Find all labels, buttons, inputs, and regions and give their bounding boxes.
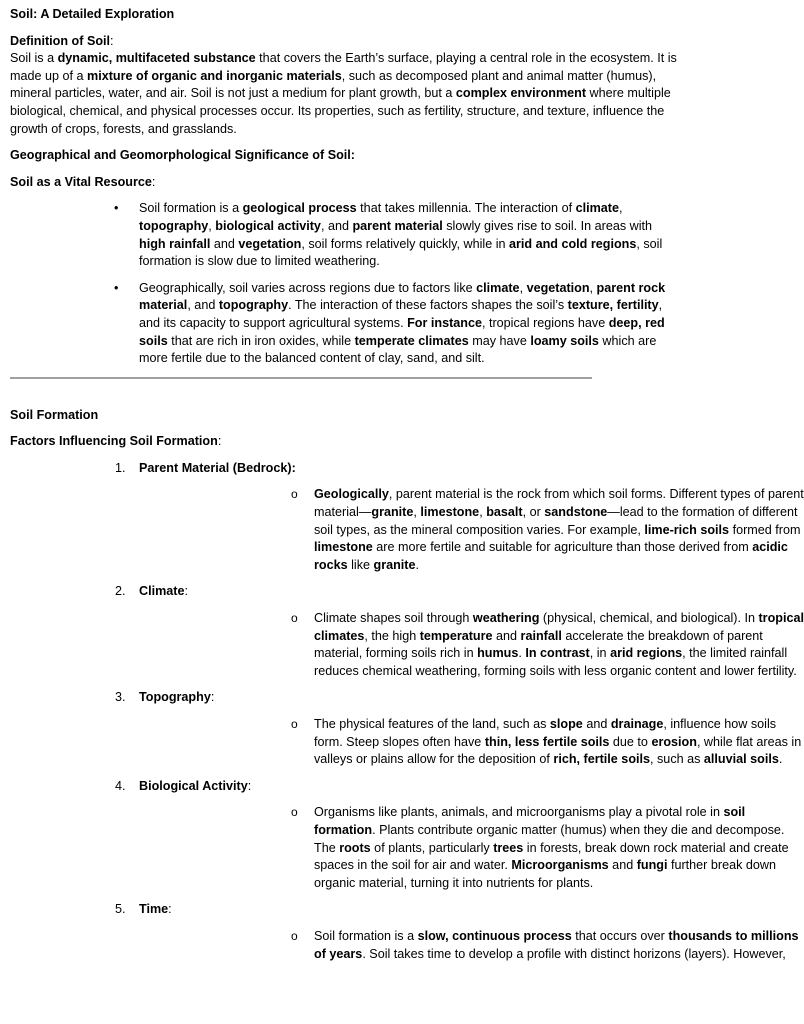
vital-resource-list: [10, 200, 768, 367]
factor-description: [139, 716, 804, 769]
bold-text: complex environment: [455, 86, 587, 101]
bold-text: arid and cold regions: [509, 236, 637, 251]
text-run: Soil is a: [10, 51, 58, 66]
text-run: , while flat areas in valleys or plains allow for the deposition of: [314, 734, 802, 767]
bold-text: acidic rocks: [314, 540, 788, 572]
text-run: , parent material is the rock from which soil forms. Different types of parent material—: [314, 487, 804, 520]
bold-text: temperate climates: [354, 333, 469, 348]
bold-text: humus: [477, 646, 519, 661]
sub-bullet-marker: o: [291, 717, 298, 731]
bold-text: mixture of organic and inorganic materials: [87, 68, 342, 83]
text-run: which are more fertile due to the balanced content of clay, sand, and silt.: [139, 333, 657, 366]
bold-text: trees: [493, 840, 524, 855]
bold-text: rainfall: [520, 628, 562, 643]
geo-heading-text: Geographical and Geomorphological Significance of Soil:: [10, 148, 355, 163]
bullet-item: [10, 200, 669, 270]
text-run: Geographically, soil varies across regions due to factors like: [139, 280, 477, 295]
text-run: , the high: [364, 628, 420, 643]
text-run: , such as: [650, 752, 704, 767]
bold-text: slow, continuous process: [417, 928, 572, 943]
factor-number: 5.: [115, 902, 126, 917]
factor-description: [139, 928, 804, 963]
text-run: (physical, chemical, and biological). In: [539, 611, 759, 626]
factor-item: [10, 901, 799, 963]
text-run: that covers the Earth’s surface, playing a central role in the ecosystem. It is made up of a: [10, 51, 677, 83]
sub-bullet-marker: o: [291, 928, 298, 943]
factor-item: [10, 460, 804, 575]
text-run: due to: [609, 734, 652, 749]
bold-text: vegetation: [526, 280, 590, 295]
text-run: formed from: [729, 522, 801, 537]
text-run: may have: [468, 333, 531, 348]
sub-bullet-marker: o: [291, 805, 298, 820]
factors-heading-text: Factors Influencing Soil Formation: [10, 434, 218, 449]
bold-text: alluvial soils: [703, 752, 779, 767]
factor-number: 3.: [115, 690, 126, 705]
bold-text: climate: [476, 280, 520, 295]
text-run: Soil formation is a: [314, 928, 418, 943]
text-run: , or: [522, 505, 545, 520]
text-run: . The interaction of these factors shapes the soil’s: [288, 298, 568, 313]
text-run: —lead to the formation of different soil types, as the mineral composition varies. For example,: [314, 505, 798, 537]
bold-text: topography: [139, 218, 209, 233]
bold-text: Topography: [139, 690, 211, 705]
text-run: where multiple biological, chemical, and physical processes occur. Its properties, such as fertility, structure, and texture, influence the growth of crops, forests, and grasslands.: [10, 86, 671, 136]
bold-text: biological activity: [215, 218, 321, 233]
text-run: of plants, particularly: [370, 840, 494, 855]
text-run: The physical features of the land, such as: [314, 717, 550, 731]
bold-text: Geologically: [314, 487, 389, 502]
text-run: in forests, break down rock material and create spaces in the soil for air and water.: [314, 840, 789, 873]
bullet-marker: •: [114, 201, 119, 216]
text-run: , and its capacity to support agricultural systems.: [139, 298, 663, 330]
text-run: , and: [187, 298, 219, 313]
text-run: , soil formation is slow due to limited weathering.: [139, 236, 663, 269]
bold-text: deep, red soils: [139, 315, 665, 348]
bold-text: parent rock material: [139, 280, 666, 313]
text-run: , soil forms relatively quickly, while in: [301, 236, 509, 251]
bold-text: granite: [373, 557, 416, 572]
bullet-marker: •: [114, 280, 119, 295]
factor-item: [10, 689, 802, 768]
bold-text: Biological Activity: [139, 778, 248, 793]
text-run: ,: [479, 505, 487, 520]
text-run: and: [608, 858, 637, 873]
bold-text: erosion: [651, 734, 697, 749]
bold-text: Parent Material (Bedrock):: [139, 460, 296, 475]
text-run: :: [168, 902, 172, 917]
text-run: and: [582, 717, 611, 731]
bold-text: Time: [139, 902, 169, 917]
text-run: :: [247, 778, 252, 793]
bold-text: rich, fertile soils: [553, 752, 651, 767]
bold-text: In contrast: [525, 646, 590, 661]
bold-text: sandstone: [544, 505, 608, 520]
text-run: ,: [589, 280, 597, 295]
bold-text: high rainfall: [139, 236, 211, 251]
text-run: , tropical regions have: [481, 315, 609, 330]
bullet-item: [10, 280, 669, 368]
bold-text: climate: [575, 201, 619, 216]
bold-text: basalt: [486, 505, 523, 520]
bold-text: vegetation: [238, 236, 302, 251]
factor-number: 1.: [115, 460, 126, 475]
bold-text: topography: [218, 298, 289, 313]
text-run: Climate shapes soil through: [314, 611, 473, 626]
factors-list: [10, 460, 804, 963]
horizontal-divider: [10, 377, 592, 379]
definition-heading: Definition of Soil:: [10, 33, 114, 48]
text-run: ,: [413, 505, 421, 520]
text-run: , influence how soils form. Steep slopes often have: [314, 717, 777, 749]
text-run: :: [184, 584, 188, 599]
factor-title: [139, 689, 768, 707]
factors-heading: Factors Influencing Soil Formation:: [10, 434, 222, 449]
bold-text: Microorganisms: [511, 858, 609, 873]
bold-text: weathering: [472, 611, 540, 626]
text-run: , and: [320, 218, 353, 233]
text-run: that are rich in iron oxides, while: [167, 333, 355, 348]
factor-description: [139, 486, 804, 574]
text-run: :: [210, 690, 215, 705]
definition-paragraph: [10, 50, 678, 138]
bold-text: thin, less fertile soils: [484, 734, 610, 749]
factor-item: [10, 583, 804, 680]
text-run: and: [492, 628, 521, 643]
vital-resource-heading: Soil as a Vital Resource:: [10, 174, 156, 189]
bold-text: slope: [549, 717, 583, 731]
text-run: that takes millennia. The interaction of: [356, 201, 576, 216]
bold-text: loamy soils: [530, 333, 599, 348]
bold-text: arid regions: [610, 646, 683, 661]
text-run: further break down organic material, turning it into nutrients for plants.: [314, 858, 776, 890]
bold-text: dynamic, multifaceted substance: [57, 51, 256, 66]
bold-text: Climate: [139, 584, 185, 599]
bold-text: granite: [371, 505, 414, 520]
document-title: Soil: A Detailed Exploration: [10, 7, 175, 21]
text-run: Organisms like plants, animals, and microorganisms play a pivotal role in: [314, 805, 724, 820]
geo-heading: [10, 147, 768, 165]
bold-text: fungi: [636, 858, 668, 873]
bold-text: limestone: [420, 505, 480, 520]
text-run: accelerate the breakdown of parent material, forming soils rich in: [314, 628, 763, 661]
factor-title: [139, 778, 768, 796]
factor-description: [139, 610, 804, 680]
bold-text: For instance: [407, 315, 482, 330]
bold-text: texture, fertility: [567, 298, 659, 313]
text-run: , such as decomposed plant and animal matter (humus), mineral particles, water, and air. Soil is not just a medium for plant growth, but a: [10, 68, 657, 101]
formation-heading: [10, 407, 768, 425]
bold-text: lime-rich soils: [644, 522, 730, 537]
factor-title: [139, 901, 768, 919]
factor-number: 4.: [115, 778, 126, 793]
text-run: that occurs over: [571, 928, 669, 943]
text-run: , the limited rainfall reduces chemical weathering, forming soils with less organic content and lower fertility.: [314, 646, 797, 678]
factor-title: [139, 583, 768, 601]
text-run: . Soil takes time to develop a profile with distinct horizons (layers). However,: [362, 946, 786, 961]
sub-bullet-marker: o: [291, 487, 298, 502]
text-run: and: [210, 236, 239, 251]
bold-text: temperature: [419, 628, 493, 643]
text-run: .: [778, 752, 783, 767]
bold-text: drainage: [610, 717, 664, 731]
factor-item: [10, 778, 789, 893]
text-run: are more fertile and suitable for agriculture than those derived from: [372, 540, 753, 555]
factor-description: [139, 804, 804, 892]
formation-heading-text: Soil Formation: [10, 407, 99, 422]
vital-resource-heading-text: Soil as a Vital Resource: [10, 174, 152, 189]
text-run: , in: [589, 646, 611, 661]
sub-bullet-marker: o: [291, 611, 298, 626]
bold-text: soil formation: [314, 805, 746, 837]
bold-text: thousands to millions of years: [314, 928, 799, 961]
text-run: ,: [618, 201, 623, 216]
bold-text: tropical climates: [314, 611, 804, 643]
factor-title: [139, 460, 768, 478]
bold-text: geological process: [242, 201, 357, 216]
text-run: . Plants contribute organic matter (humus) when they die and decompose. The: [314, 822, 785, 855]
text-run: like: [347, 557, 374, 572]
text-run: Soil formation is a: [139, 201, 243, 216]
bold-text: roots: [339, 840, 371, 855]
text-run: .: [415, 557, 420, 572]
text-run: .: [518, 646, 526, 661]
definition-heading-text: Definition of Soil: [10, 33, 111, 48]
bold-text: limestone: [314, 540, 373, 555]
bold-text: parent material: [352, 218, 443, 233]
text-run: ,: [519, 280, 527, 295]
text-run: ,: [208, 218, 216, 233]
text-run: slowly gives rise to soil. In areas with: [442, 218, 653, 233]
factor-number: 2.: [115, 584, 126, 599]
